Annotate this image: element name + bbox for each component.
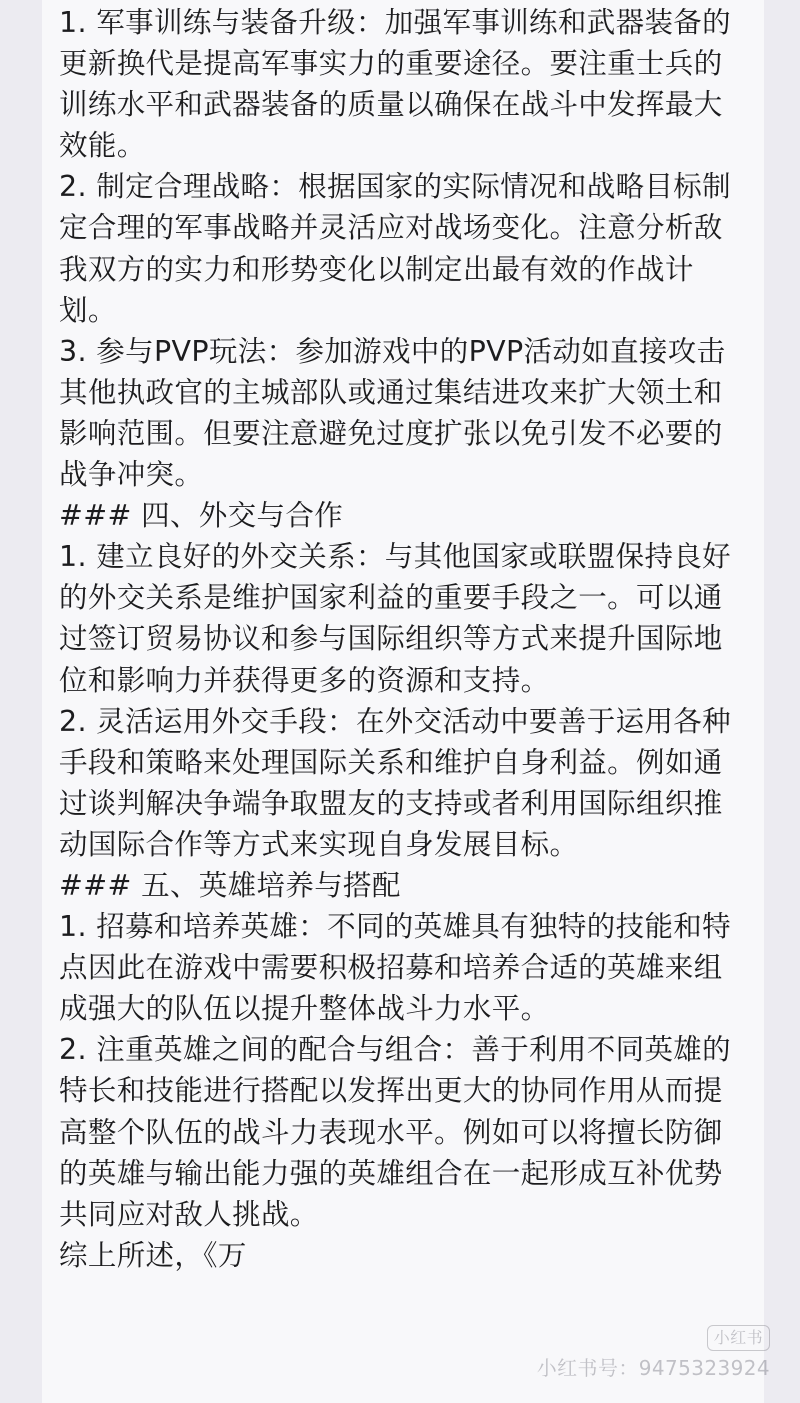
paragraph-recruit-heroes: 1. 招募和培养英雄：不同的英雄具有独特的技能和特点因此在游戏中需要积极招募和培养合适的英雄来组成强大的队伍以提升整体战斗力水平。 xyxy=(59,910,732,1026)
xiaohongshu-watermark xyxy=(537,1323,770,1381)
paragraph-military-training: 1. 军事训练与装备升级：加强军事训练和武器装备的更新换代是提高军事实力的重要途径。要注重士兵的训练水平和武器装备的质量以确保在战斗中发挥最大效能。 xyxy=(59,6,732,163)
watermark-id: 小红书号：9475323924 xyxy=(536,1356,770,1380)
paragraph-strategy: 2. 制定合理战略：根据国家的实际情况和战略目标制定合理的军事战略并灵活应对战场变化。注意分析敌我双方的实力和形势变化以制定出最有效的作战计划。 xyxy=(59,170,732,327)
paragraph-diplomatic-means: 2. 灵活运用外交手段：在外交活动中要善于运用各种手段和策略来处理国际关系和维护自身利益。例如通过谈判解决争端争取盟友的支持或者利用国际组织推动国际合作等方式来实现自身发展目标。 xyxy=(59,704,732,861)
heading-heroes: ### 五、英雄培养与搭配 xyxy=(59,868,401,902)
paragraph-pvp: 3. 参与PVP玩法：参加游戏中的PVP活动如直接攻击其他执政官的主城部队或通过集结进攻来扩大领土和影响范围。但要注意避免过度扩张以免引发不必要的战争冲突。 xyxy=(59,334,726,492)
paragraph-summary: 综上所述，《万 xyxy=(59,1238,247,1272)
paragraph-diplomatic-relations: 1. 建立良好的外交关系：与其他国家或联盟保持良好的外交关系是维护国家利益的重要手段之一。可以通过签订贸易协议和参与国际组织等方式来提升国际地位和影响力并获得更多的资源和支持。 xyxy=(59,540,732,697)
document-card xyxy=(42,0,764,1403)
paragraph-hero-combination: 2. 注重英雄之间的配合与组合：善于利用不同英雄的特长和技能进行搭配以发挥出更大的协同作用从而提高整个队伍的战斗力表现水平。例如可以将擅长防御的英雄与输出能力强的英雄组合在一起形成互补优势共同应对敌人挑战。 xyxy=(59,1033,732,1231)
heading-diplomacy: ### 四、外交与合作 xyxy=(59,499,344,533)
document-body xyxy=(59,2,749,1276)
watermark-badge: 小红书 xyxy=(707,1325,770,1351)
